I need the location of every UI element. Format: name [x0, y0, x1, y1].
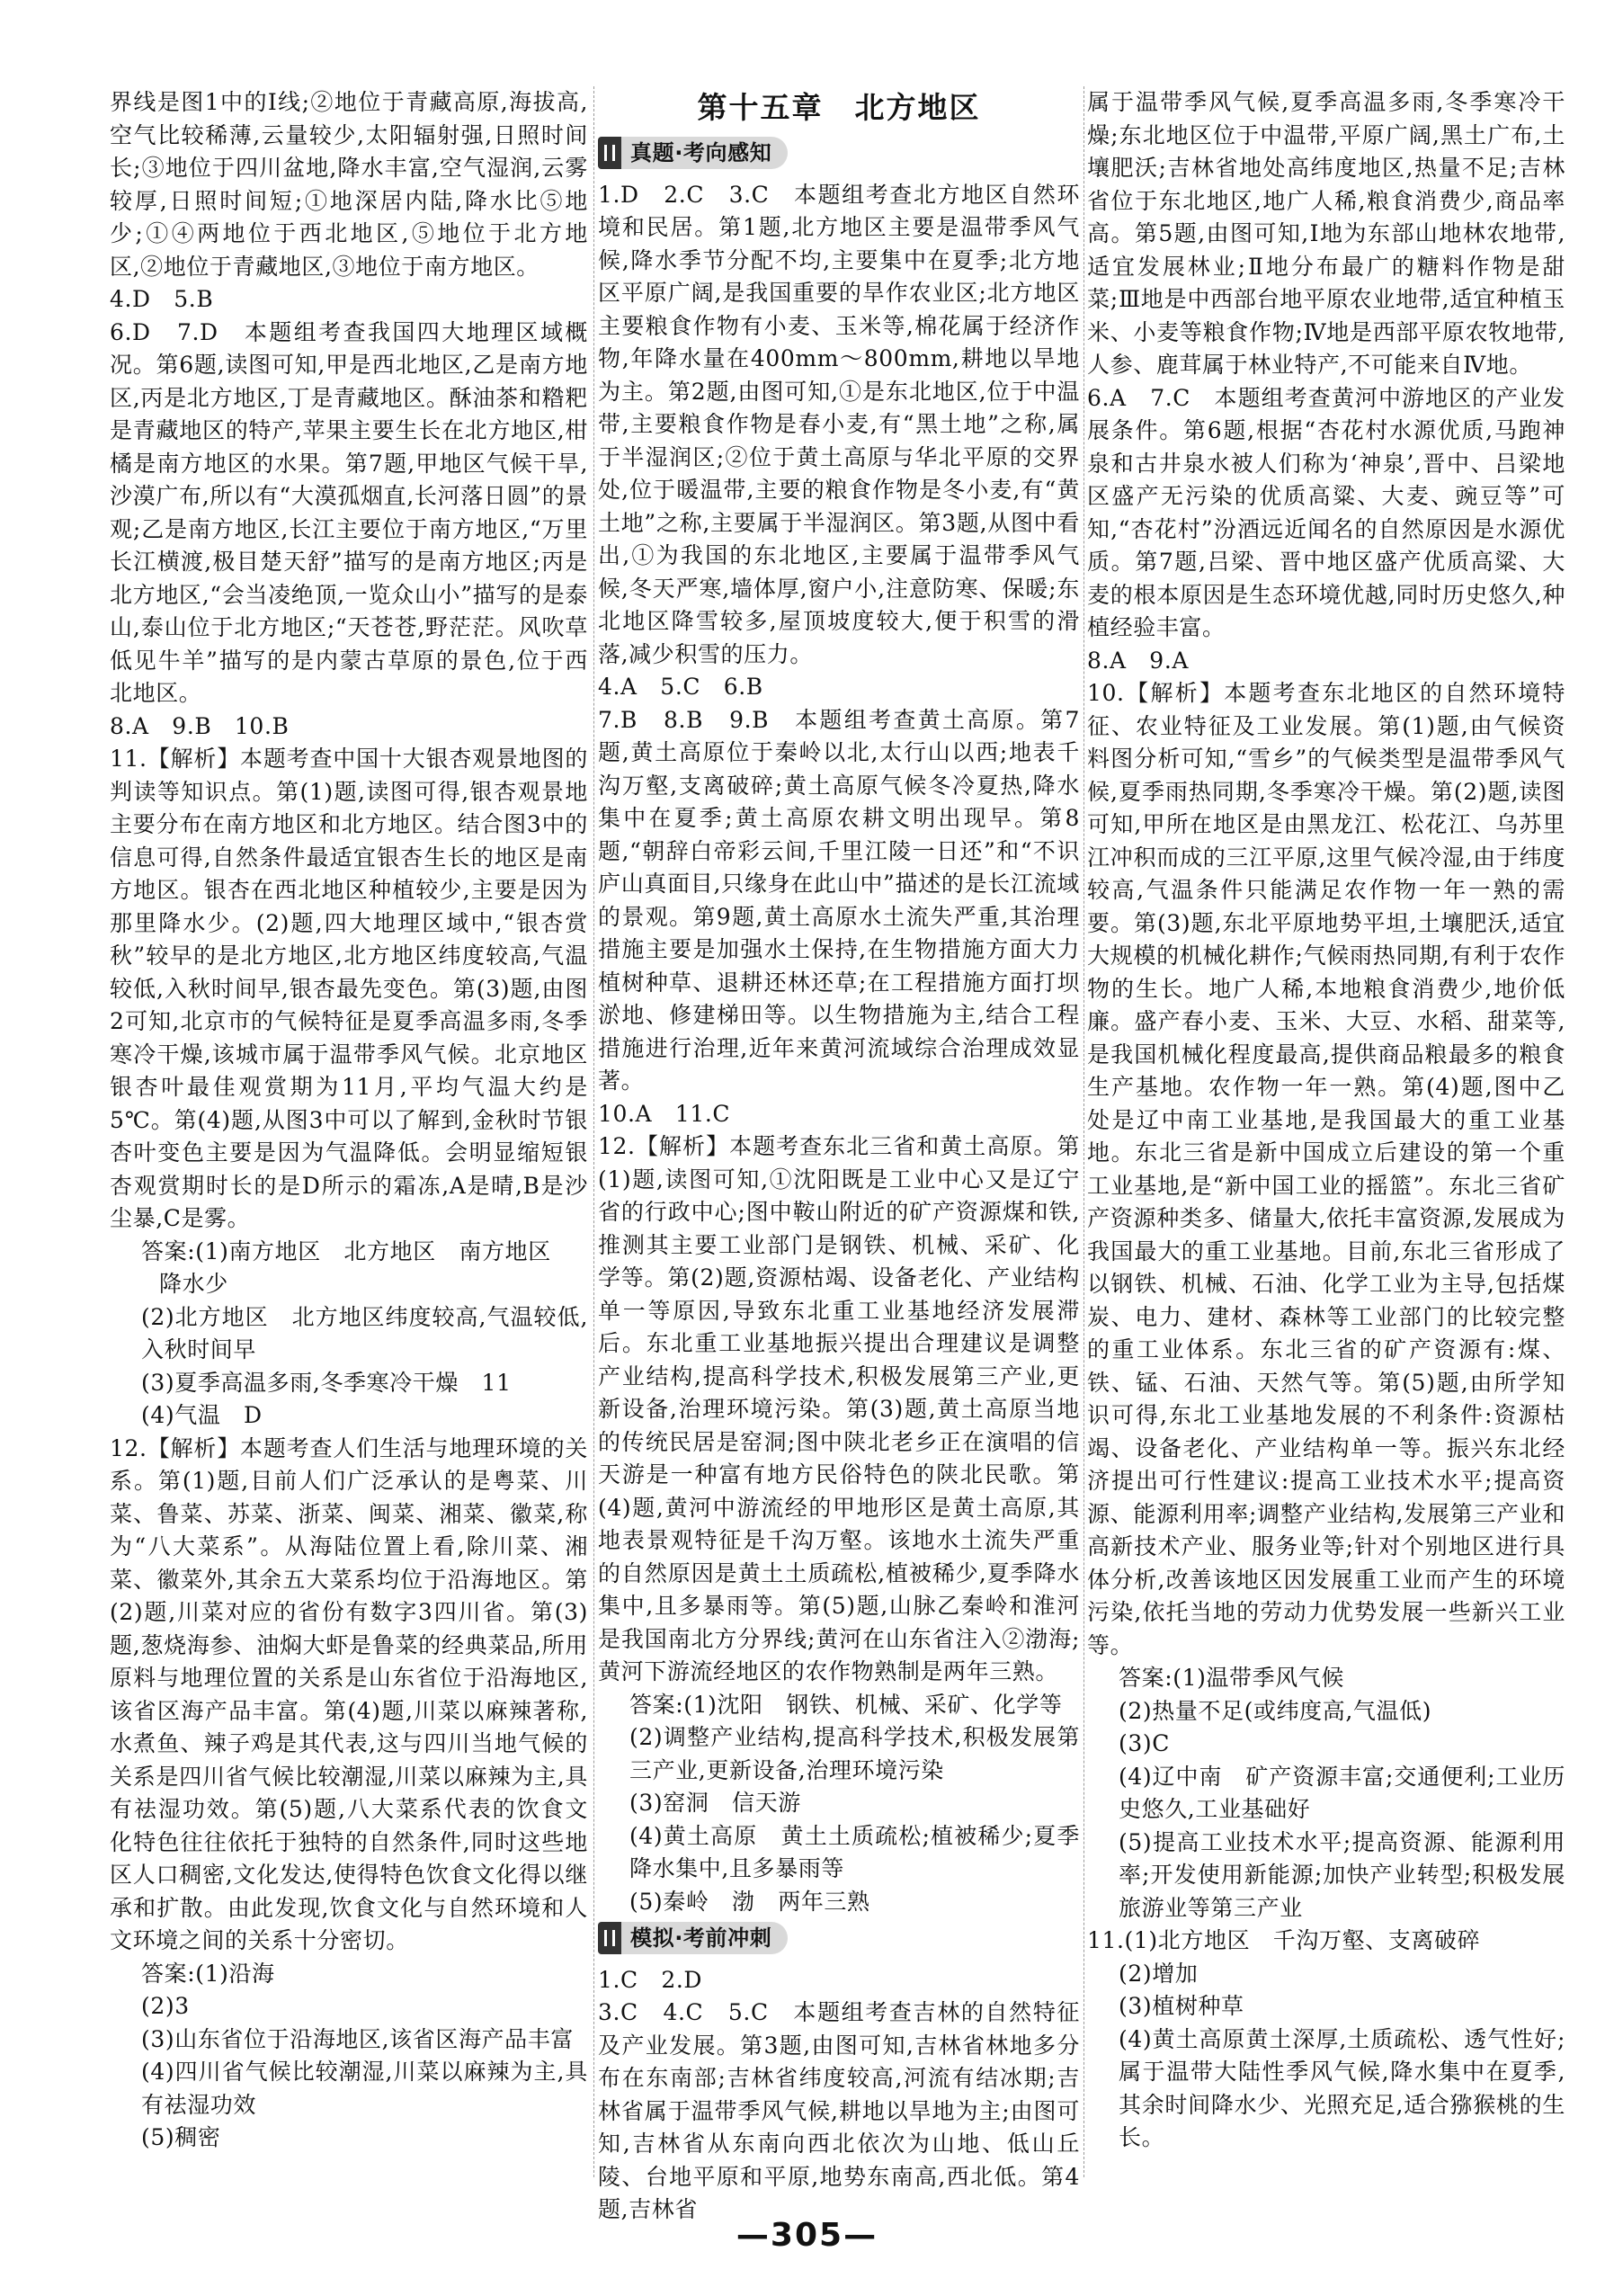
answer-paragraph: 3.C 4.C 5.C 本题组考查吉林的自然特征及产业发展。第3题,由图可知,吉林省林地多分布在东南部;吉林省纬度较高,河流有结冰期;吉林省属于温带季风气候,耕地以旱地为主;由图可知,吉林省从东南向西北依次为山地、低山丘陵、台地平原和平原,地势东南高,西北低。第4题,吉林省 [598, 1999, 1080, 2222]
answer-paragraph: 4.A 5.C 6.B [598, 674, 763, 700]
answer-paragraph: 11.【解析】本题考查中国十大银杏观景地图的判读等知识点。第(1)题,读图可得,银杏观景地主要分布在南方地区和北方地区。结合图3中的信息可得,自然条件最适宜银杏生长的地区是南方地区。银杏在西北地区种植较少,主要是因为那里降水少。(2)题,四大地理区域中,“银杏赏秋”较早的是北方地区,北方地区纬度较高,气温较低,入秋时间早,银杏最先变色。第(3)题,由图2可知,北京市的气候特征是夏季高温多雨,冬季寒冷干燥,该城市属于温带季风气候。北京地区银杏叶最佳观赏期为11月,平均气温大约是5℃。第(4)题,从图3中可以了解到,金秋时节银杏叶变色主要是因为气温降低。会明显缩短银杏观赏期时长的是D所示的霜冻,A是晴,B是沙尘暴,C是雾。 [110, 746, 588, 1231]
answer-line: (2)北方地区 北方地区纬度较高,气温较低,入秋时间早 [141, 1303, 588, 1362]
answer-paragraph: 10.A 11.C [598, 1100, 731, 1127]
answer-line: (3)夏季高温多雨,冬季寒冷干燥 11 [141, 1369, 512, 1396]
answer-paragraph: 7.B 8.B 9.B 本题组考查黄土高原。第7题,黄土高原位于秦岭以北,太行山以西;地表千沟万壑,支离破碎;黄土高原气候冬冷夏热,降水集中在夏季;黄土高原农耕文明出现早。第8题,“朝辞白帝彩云间,千里江陵一日还”和“不识庐山真面目,只缘身在此山中”描述的是长江流域的景观。第9题,黄土高原水土流失严重,其治理措施主要是加强水土保持,在生物措施方面大力植树种草、退耕还林还草;在工程措施方面打坝淤地、修建梯田等。以生物措施为主,结合工程措施进行治理,近年来黄河流域综合治理成效显著。 [598, 706, 1080, 1094]
answer-line: (3)植树种草 [1119, 1993, 1244, 2019]
section-label: 模拟·考前冲刺 [630, 1925, 772, 1951]
section-label: 真题·考向感知 [630, 139, 772, 165]
answer-paragraph: 4.D 5.B [110, 286, 214, 312]
answer-paragraph: 8.A 9.A [1087, 647, 1190, 674]
column-divider [1083, 86, 1084, 2177]
answer-paragraph: 1.D 2.C 3.C 本题组考查北方地区自然环境和民居。第1题,北方地区主要是温带季风气候,降水季节分配不均,主要集中在夏季;北方地区平原广阔,是我国重要的旱作农业区;北方地区主要粮食作物有小麦、玉米等,棉花属于经济作物,年降水量在400mm～800mm,耕地以旱地为主。第2题,由图可知,①是东北地区,位于中温带,主要粮食作物是春小麦,有“黑土地”之称,属于半湿润区;②位于黄土高原与华北平原的交界处,位于暖温带,主要的粮食作物是冬小麦,有“黄土地”之称,主要属于半湿润区。第3题,从图中看出,①为我国的东北地区,主要属于温带季风气候,冬天严寒,墙体厚,窗户小,注意防寒、保暖;东北地区降雪较多,屋顶坡度较大,便于积雪的滑落,减少积雪的压力。 [598, 181, 1080, 667]
answer-paragraph: 属于温带季风气候,夏季高温多雨,冬季寒冷干燥;东北地区位于中温带,平原广阔,黑土广布,土壤肥沃;吉林省地处高纬度地区,热量不足;吉林省位于东北地区,地广人稀,粮食消费少,商品率高。第5题,由图可知,Ⅰ地为东部山地林农地带,适宜发展林业;Ⅱ地分布最广的糖料作物是甜菜;Ⅲ地是中西部台地平原农业地带,适宜种植玉米、小麦等粮食作物;Ⅳ地是西部平原农牧地带,人参、鹿茸属于林业特产,不可能来自Ⅳ地。 [1087, 89, 1565, 378]
answer-line: (3)C [1119, 1730, 1170, 1756]
column-divider [593, 86, 594, 2177]
answer-line: (2)3 [141, 1993, 190, 2019]
answer-line: 答案:(1)沿海 [141, 1960, 275, 1987]
answer-line: 答案:(1)沈阳 钢铁、机械、采矿、化学等 [629, 1691, 1063, 1718]
answer-line: 降水少 [159, 1271, 228, 1297]
answer-line: (2)热量不足(或纬度高,气温低) [1119, 1697, 1432, 1724]
answer-line: 答案:(1)温带季风气候 [1119, 1665, 1345, 1691]
answer-line: (4)黄土高原 黄土土质疏松;植被稀少;夏季降水集中,且多暴雨等 [629, 1822, 1080, 1881]
answer-paragraph: 8.A 9.B 10.B [110, 712, 290, 739]
answer-line: (3)窑洞 信天游 [629, 1790, 801, 1816]
section-banner-mock [598, 1922, 788, 1954]
answer-paragraph: 11.(1)北方地区 千沟万壑、支离破碎 [1087, 1927, 1481, 1953]
answer-line: (5)稠密 [141, 2124, 221, 2150]
answer-paragraph: 12.【解析】本题考查人们生活与地理环境的关系。第(1)题,目前人们广泛承认的是粤菜、川菜、鲁菜、苏菜、浙菜、闽菜、湘菜、徽菜,称为“八大菜系”。从海陆位置上看,除川菜、湘菜、徽菜外,其余五大菜系均位于沿海地区。第(2)题,川菜对应的省份有数字3四川省。第(3)题,葱烧海参、油焖大虾是鲁菜的经典菜品,所用原料与地理位置的关系是山东省位于沿海地区,该省区海产品丰富。第(4)题,川菜以麻辣著称,水煮鱼、辣子鸡是其代表,这与四川当地气候的关系是四川省气候比较潮湿,川菜以麻辣为主,具有祛湿功效。第(5)题,八大菜系代表的饮食文化特色往往依托于独特的自然条件,同时这些地区人口稠密,文化发达,使得特色饮食文化得以继承和扩散。由此发现,饮食文化与自然环境和人文环境之间的关系十分密切。 [110, 1434, 588, 1953]
answer-line: (4)辽中南 矿产资源丰富;交通便利;工业历史悠久,工业基础好 [1119, 1763, 1565, 1822]
answer-line: (2)增加 [1119, 1960, 1199, 1987]
answer-line: (4)四川省气候比较潮湿,川菜以麻辣为主,具有祛湿功效 [141, 2059, 588, 2118]
answer-line: (4)黄土高原黄土深厚,土质疏松、透气性好;属于温带大陆性季风气候,降水集中在夏季,其余时间降水少、光照充足,适合猕猴桃的生长。 [1119, 2025, 1565, 2150]
section-icon [598, 1922, 621, 1954]
answer-line: (5)秦岭 渤 两年三熟 [629, 1888, 870, 1915]
chapter-title: 第十五章 北方地区 [697, 90, 981, 125]
section-icon [598, 137, 621, 169]
answer-paragraph: 6.A 7.C 本题组考查黄河中游地区的产业发展条件。第6题,根据“杏花村水源优质,马跑神泉和古井泉水被人们称为‘神泉’,晋中、吕梁地区盛产无污染的优质高粱、大麦、豌豆等”可知,“杏花村”汾酒远近闻名的自然原因是水源优质。第7题,吕梁、晋中地区盛产优质高粱、大麦的根本原因是生态环境优越,同时历史悠久,种植经验丰富。 [1087, 384, 1565, 640]
right-column [1087, 86, 1565, 2155]
answer-paragraph: 12.【解析】本题考查东北三省和黄土高原。第(1)题,读图可知,①沈阳既是工业中心又是辽宁省的行政中心;图中鞍山附近的矿产资源煤和铁,推测其主要工业部门是钢铁、机械、采矿、化学等。第(2)题,资源枯竭、设备老化、产业结构单一等原因,导致东北重工业基地经济发展滞后。东北重工业基地振兴提出合理建议是调整产业结构,提高科学技术,积极发展第三产业,更新设备,治理环境污染。第(3)题,黄土高原当地的传统民居是窑洞;图中陕北老乡正在演唱的信天游是一种富有地方民俗特色的陕北民歌。第(4)题,黄河中游流经的甲地形区是黄土高原,其地表景观特征是千沟万壑。该地水土流失严重的自然原因是黄土土质疏松,植被稀少,夏季降水集中,且多暴雨等。第(5)题,山脉乙秦岭和淮河是我国南北方分界线;黄河在山东省注入②渤海;黄河下游流经地区的农作物熟制是两年三熟。 [598, 1133, 1080, 1684]
left-column [110, 86, 588, 2155]
answer-paragraph: 1.C 2.D [598, 1966, 703, 1993]
answer-paragraph: 界线是图1中的Ⅰ线;②地位于青藏高原,海拔高,空气比较稀薄,云量较少,太阳辐射强,日照时间长;③地位于四川盆地,降水丰富,空气湿润,云雾较厚,日照时间短;①地深居内陆,降水比⑤地少;①④两地位于西北地区,⑤地位于北方地区,②地位于青藏地区,③地位于南方地区。 [110, 89, 588, 280]
answer-line: (3)山东省位于沿海地区,该省区海产品丰富 [141, 2025, 574, 2052]
answer-line: (5)提高工业技术水平;提高资源、能源利用率;开发使用新能源;加快产业转型;积极发展旅游业等第三产业 [1119, 1828, 1565, 1921]
section-banner-real [598, 137, 788, 169]
answer-line: 答案:(1)南方地区 北方地区 南方地区 [141, 1237, 551, 1264]
middle-column [598, 86, 1080, 2227]
page-number: —305— [736, 2217, 878, 2254]
answer-paragraph: 6.D 7.D 本题组考查我国四大地理区域概况。第6题,读图可知,甲是西北地区,乙是南方地区,丙是北方地区,丁是青藏地区。酥油茶和糌粑是青藏地区的特产,苹果主要生长在北方地区,柑橘是南方地区的水果。第7题,甲地区气候干旱,沙漠广布,所以有“大漠孤烟直,长河落日圆”的景观;乙是南方地区,长江主要位于南方地区,“万里长江横渡,极目楚天舒”描写的是南方地区;丙是北方地区,“会当凌绝顶,一览众山小”描写的是泰山,泰山位于北方地区;“天苍苍,野茫茫。风吹草低见牛羊”描写的是内蒙古草原的景色,位于西北地区。 [110, 318, 588, 706]
answer-line: (2)调整产业结构,提高科学技术,积极发展第三产业,更新设备,治理环境污染 [629, 1724, 1080, 1783]
answer-paragraph: 10.【解析】本题考查东北地区的自然环境特征、农业特征及工业发展。第(1)题,由气候资料图分析可知,“雪乡”的气候类型是温带季风气候,夏季雨热同期,冬季寒冷干燥。第(2)题,读图可知,甲所在地区是由黑龙江、松花江、乌苏里江冲积而成的三江平原,这里气候冷湿,由于纬度较高,气温条件只能满足农作物一年一熟的需要。第(3)题,东北平原地势平坦,土壤肥沃,适宜大规模的机械化耕作;气候雨热同期,有利于农作物的生长。地广人稀,本地粮食消费少,地价低廉。盛产春小麦、玉米、大豆、水稻、甜菜等,是我国机械化程度最高,提供商品粮最多的粮食生产基地。农作物一年一熟。第(4)题,图中乙处是辽中南工业基地,是我国最大的重工业基地。东北三省是新中国成立后建设的第一个重工业基地,是“新中国工业的摇篮”。东北三省矿产资源种类多、储量大,依托丰富资源,发展成为我国最大的重工业基地。目前,东北三省形成了以钢铁、机械、石油、化学工业为主导,包括煤炭、电力、建材、森林等工业部门的比较完整的重工业体系。东北三省的矿产资源有:煤、铁、锰、石油、天然气等。第(5)题,由所学知识可得,东北工业基地发展的不利条件:资源枯竭、设备老化、产业结构单一等。振兴东北经济提出可行性建议:提高工业技术水平;提高资源、能源利用率;调整产业结构,发展第三产业和高新技术产业、服务业等;针对个别地区进行具体分析,改善该地区因发展重工业而产生的环境污染,依托当地的劳动力优势发展一些新兴工业等。 [1087, 680, 1565, 1658]
answer-line: (4)气温 D [141, 1402, 263, 1428]
